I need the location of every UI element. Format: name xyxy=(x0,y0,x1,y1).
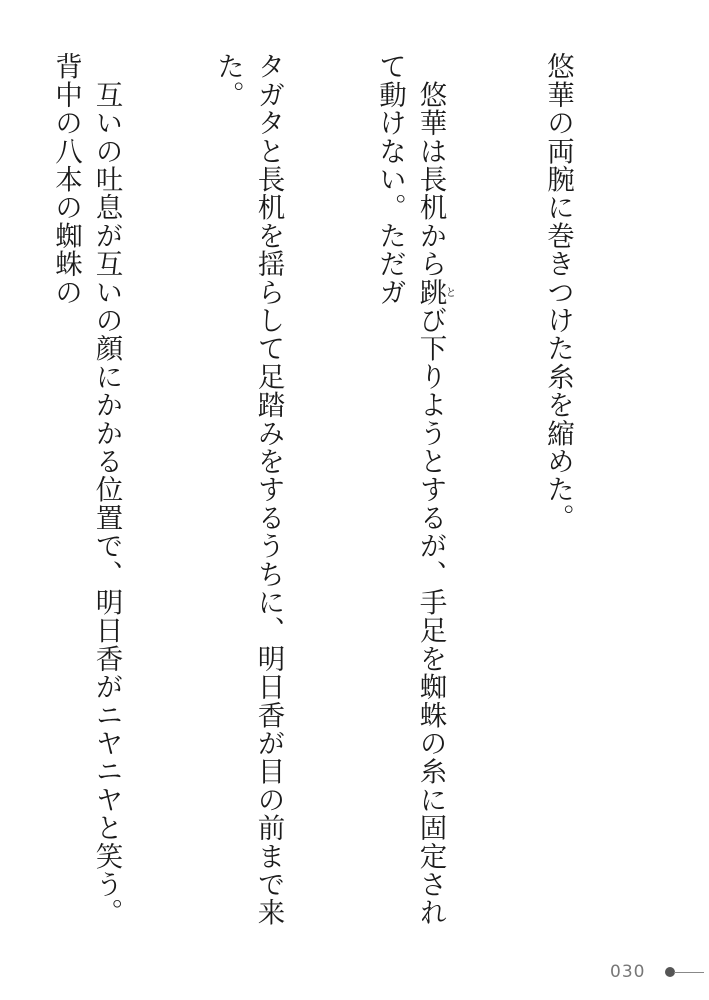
novel-body-text xyxy=(39,52,659,952)
text-line: タガタと長机を揺らして足踏みをするうちに、明日香が目の前まで来た。 xyxy=(212,52,285,927)
text-line: 互いの吐息が互いの顔にかかる位置で、明日香がニヤニヤと笑う。背中の八本の蜘蛛の xyxy=(50,52,123,927)
ruby-annotation: 跳と xyxy=(414,277,457,306)
page-footer xyxy=(610,960,705,984)
page-marker-line xyxy=(674,972,704,974)
text-line: 悠華の両腕に巻きつけた糸を縮めた。 xyxy=(542,52,574,532)
ruby-reading: と xyxy=(444,277,457,306)
page-number: 030 xyxy=(610,962,646,982)
text-line: 悠華は長机から跳とび下りようとするが、手足を蜘蛛の糸に固定されて動けない。ただガ xyxy=(374,52,457,927)
